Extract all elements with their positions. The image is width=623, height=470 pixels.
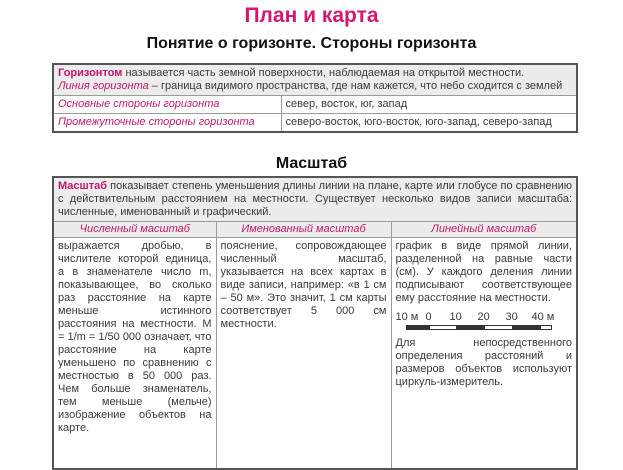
scale-intro [53, 177, 577, 222]
ruler-label-10: 10 [449, 311, 462, 323]
linear-scale-ruler [396, 311, 573, 333]
ruler-tick [512, 325, 513, 330]
scale-term: Масштаб [58, 180, 108, 192]
numeric-scale-text: выражается дробью, в числителе которой единица, а в знаменателе число m, показывающее, во сколько раз расстояние на карте меньше истинного расстояния на местности. М = 1/m = 1/50 000 означает, что расстояние на карте уменьшено по сравнению с местностью в 50 000 раз. Чем больше знаменатель, тем меньше (мельче) изображение объектов на карте. [53, 238, 216, 470]
ruler-label-40m: 40 м [531, 311, 555, 323]
horizon-table [52, 63, 578, 133]
ruler-tick [429, 325, 430, 330]
intermediate-directions-label: Промежуточные стороны горизонта [53, 114, 281, 133]
ruler-tick [540, 325, 541, 330]
named-scale-text: пояснение, сопровождающее численный масштаб, указывается на всех картах в виде записи, например: «в 1 см – 50 м». Это значит, 1 см карты соответствует 5 000 см местности. [216, 238, 391, 470]
linear-scale-cell [391, 238, 577, 470]
horizon-term: Горизонтом [58, 67, 123, 79]
section-subtitle: Понятие о горизонте. Стороны горизонта [146, 35, 477, 52]
ruler-tick [456, 325, 457, 330]
ruler-dark-segment [512, 326, 540, 329]
horizon-def-text: называется часть земной поверхности, наблюдаемая на открытой местности. [122, 67, 525, 79]
scale-table [52, 176, 578, 470]
ruler-label-10m: 10 м [395, 311, 419, 323]
ruler-label-30: 30 [505, 311, 518, 323]
linear-scale-header: Линейный масштаб [391, 222, 577, 238]
ruler-label-20: 20 [477, 311, 490, 323]
page-title: План и карта [244, 4, 379, 27]
ruler-tick [484, 325, 485, 330]
scale-heading: Масштаб [275, 155, 348, 172]
ruler-dark-segment [407, 326, 429, 329]
horizon-line-term: Линия горизонта [58, 80, 149, 92]
named-scale-header: Именованный масштаб [216, 222, 391, 238]
main-directions-label: Основные стороны горизонта [53, 96, 281, 114]
linear-scale-text: график в виде прямой линии, разделенной на равные части (см). У каждого деления линии подписывают соответствующее ему расстояние на местности. [395, 240, 572, 304]
numeric-scale-header: Численный масштаб [53, 222, 216, 238]
ruler-dark-segment [456, 326, 484, 329]
linear-scale-note: Для непосредственного определения расстояний и размеров объектов используют циркуль-измеритель. [395, 337, 572, 388]
horizon-definition [53, 64, 577, 96]
scale-intro-text: показывает степень уменьшения длины линии на плане, карте или глобусе по сравнению с действительным расстоянием на местности. Существует несколько видов записи масштаба: численные, именованный и графический. [58, 180, 572, 218]
ruler-label-0: 0 [425, 311, 432, 323]
horizon-line-text: – граница видимого пространства, где нам кажется, что небо сходится с землей [148, 80, 563, 92]
main-directions-value: север, восток, юг, запад [281, 96, 577, 114]
intermediate-directions-value: северо-восток, юго-восток, юго-запад, северо-запад [281, 114, 577, 133]
